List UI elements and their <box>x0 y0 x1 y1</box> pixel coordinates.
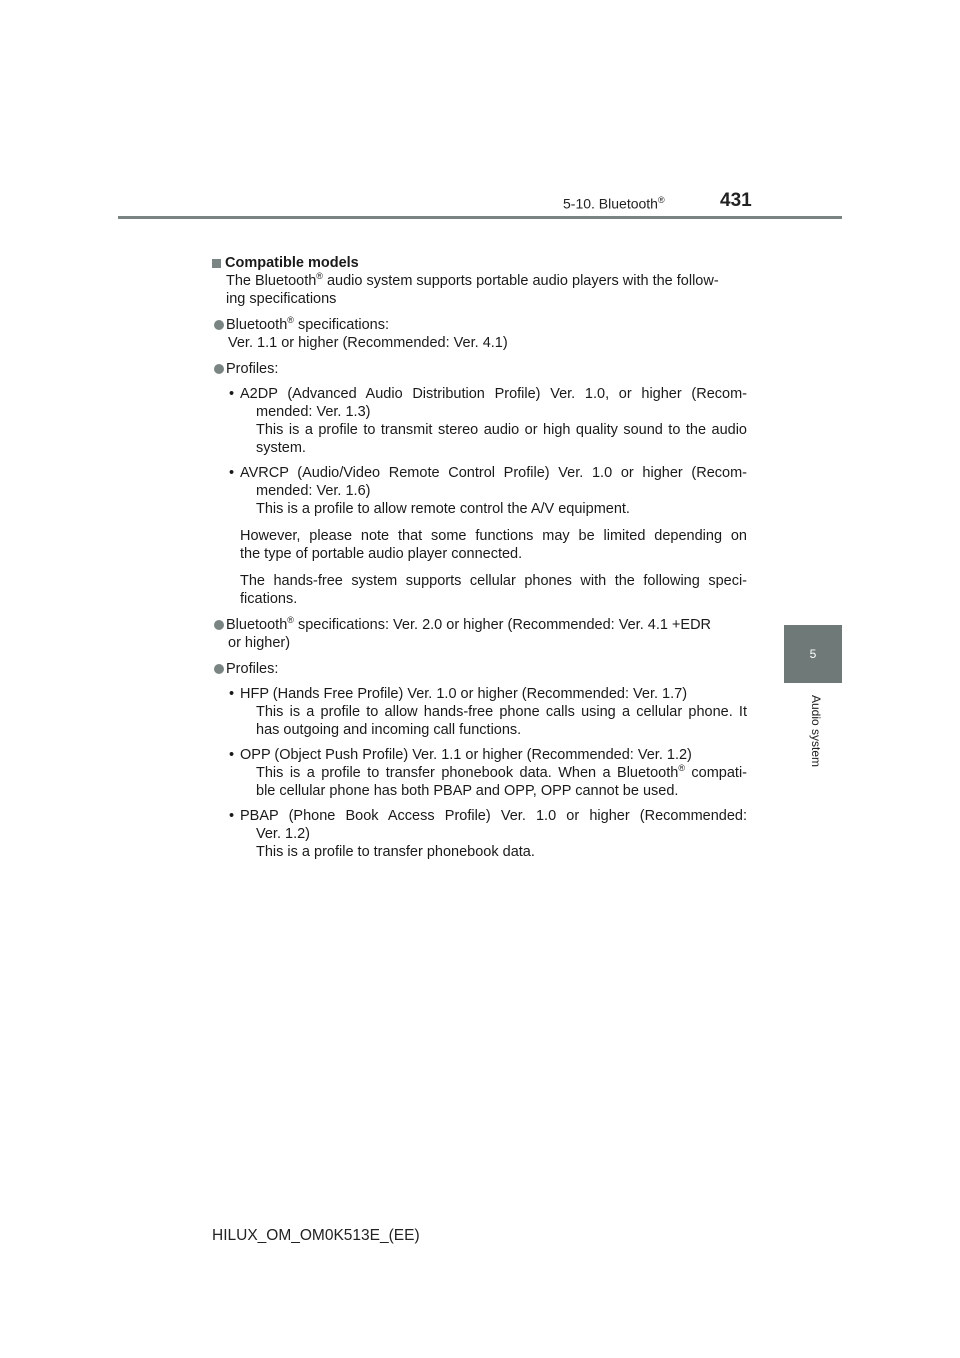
list-item-avrcp: • AVRCP (Audio/Video Remote Control Profile) Ver. 1.0 or higher (Recom- mended: Ver. 1.6) This is a profile to allow remote control the A/V equipment. <box>229 465 747 517</box>
circle-bullet-icon <box>214 364 224 374</box>
circle-bullet-icon <box>214 664 224 674</box>
page-number: 431 <box>720 190 752 211</box>
section-heading: Compatible models <box>212 254 747 272</box>
bullet-bluetooth-spec-audio: Bluetooth® specifications: Ver. 1.1 or higher (Recommended: Ver. 4.1) <box>212 316 747 352</box>
document-code: HILUX_OM_OM0K513E_(EE) <box>212 1227 420 1244</box>
intro-paragraph: The Bluetooth® audio system supports portable audio players with the follow- ing specifications <box>226 271 719 307</box>
section-title: 5-10. Bluetooth® <box>563 195 665 212</box>
square-bullet-icon <box>212 259 221 268</box>
circle-bullet-icon <box>214 320 224 330</box>
list-item-a2dp: • A2DP (Advanced Audio Distribution Profile) Ver. 1.0, or higher (Recom- mended: Ver. 1.3) This is a profile to transmit stereo audio or high quality sound to the audio system. <box>229 386 747 456</box>
chapter-label: Audio system <box>809 695 823 768</box>
chapter-number: 5 <box>809 647 817 661</box>
circle-bullet-icon <box>214 620 224 630</box>
page-content <box>212 254 747 861</box>
list-item-pbap: • PBAP (Phone Book Access Profile) Ver. 1.0 or higher (Recommended: Ver. 1.2) This is a profile to transfer phonebook data. <box>229 808 747 860</box>
chapter-tab <box>784 625 842 683</box>
bullet-profiles-audio: Profiles: <box>212 360 747 378</box>
header-divider <box>118 216 842 219</box>
note-limitations: However, please note that some functions may be limited depending on the type of portable audio player connected. <box>240 528 747 562</box>
note-hands-free: The hands-free system supports cellular phones with the following speci- fications. <box>240 573 747 607</box>
bullet-profiles-phone: Profiles: <box>212 660 747 678</box>
list-item-opp: • OPP (Object Push Profile) Ver. 1.1 or higher (Recommended: Ver. 1.2) This is a profile to transfer phonebook data. When a Bluetooth® compati- ble cellular phone has both PBAP and OPP, OPP cannot be used. <box>229 747 747 799</box>
list-item-hfp: • HFP (Hands Free Profile) Ver. 1.0 or higher (Recommended: Ver. 1.7) This is a profile to allow hands-free phone calls using a cellular phone. It has outgoing and incoming call functions. <box>229 686 747 738</box>
bullet-bluetooth-spec-phone: Bluetooth® specifications: Ver. 2.0 or higher (Recommended: Ver. 4.1 +EDR or higher) <box>212 616 747 652</box>
